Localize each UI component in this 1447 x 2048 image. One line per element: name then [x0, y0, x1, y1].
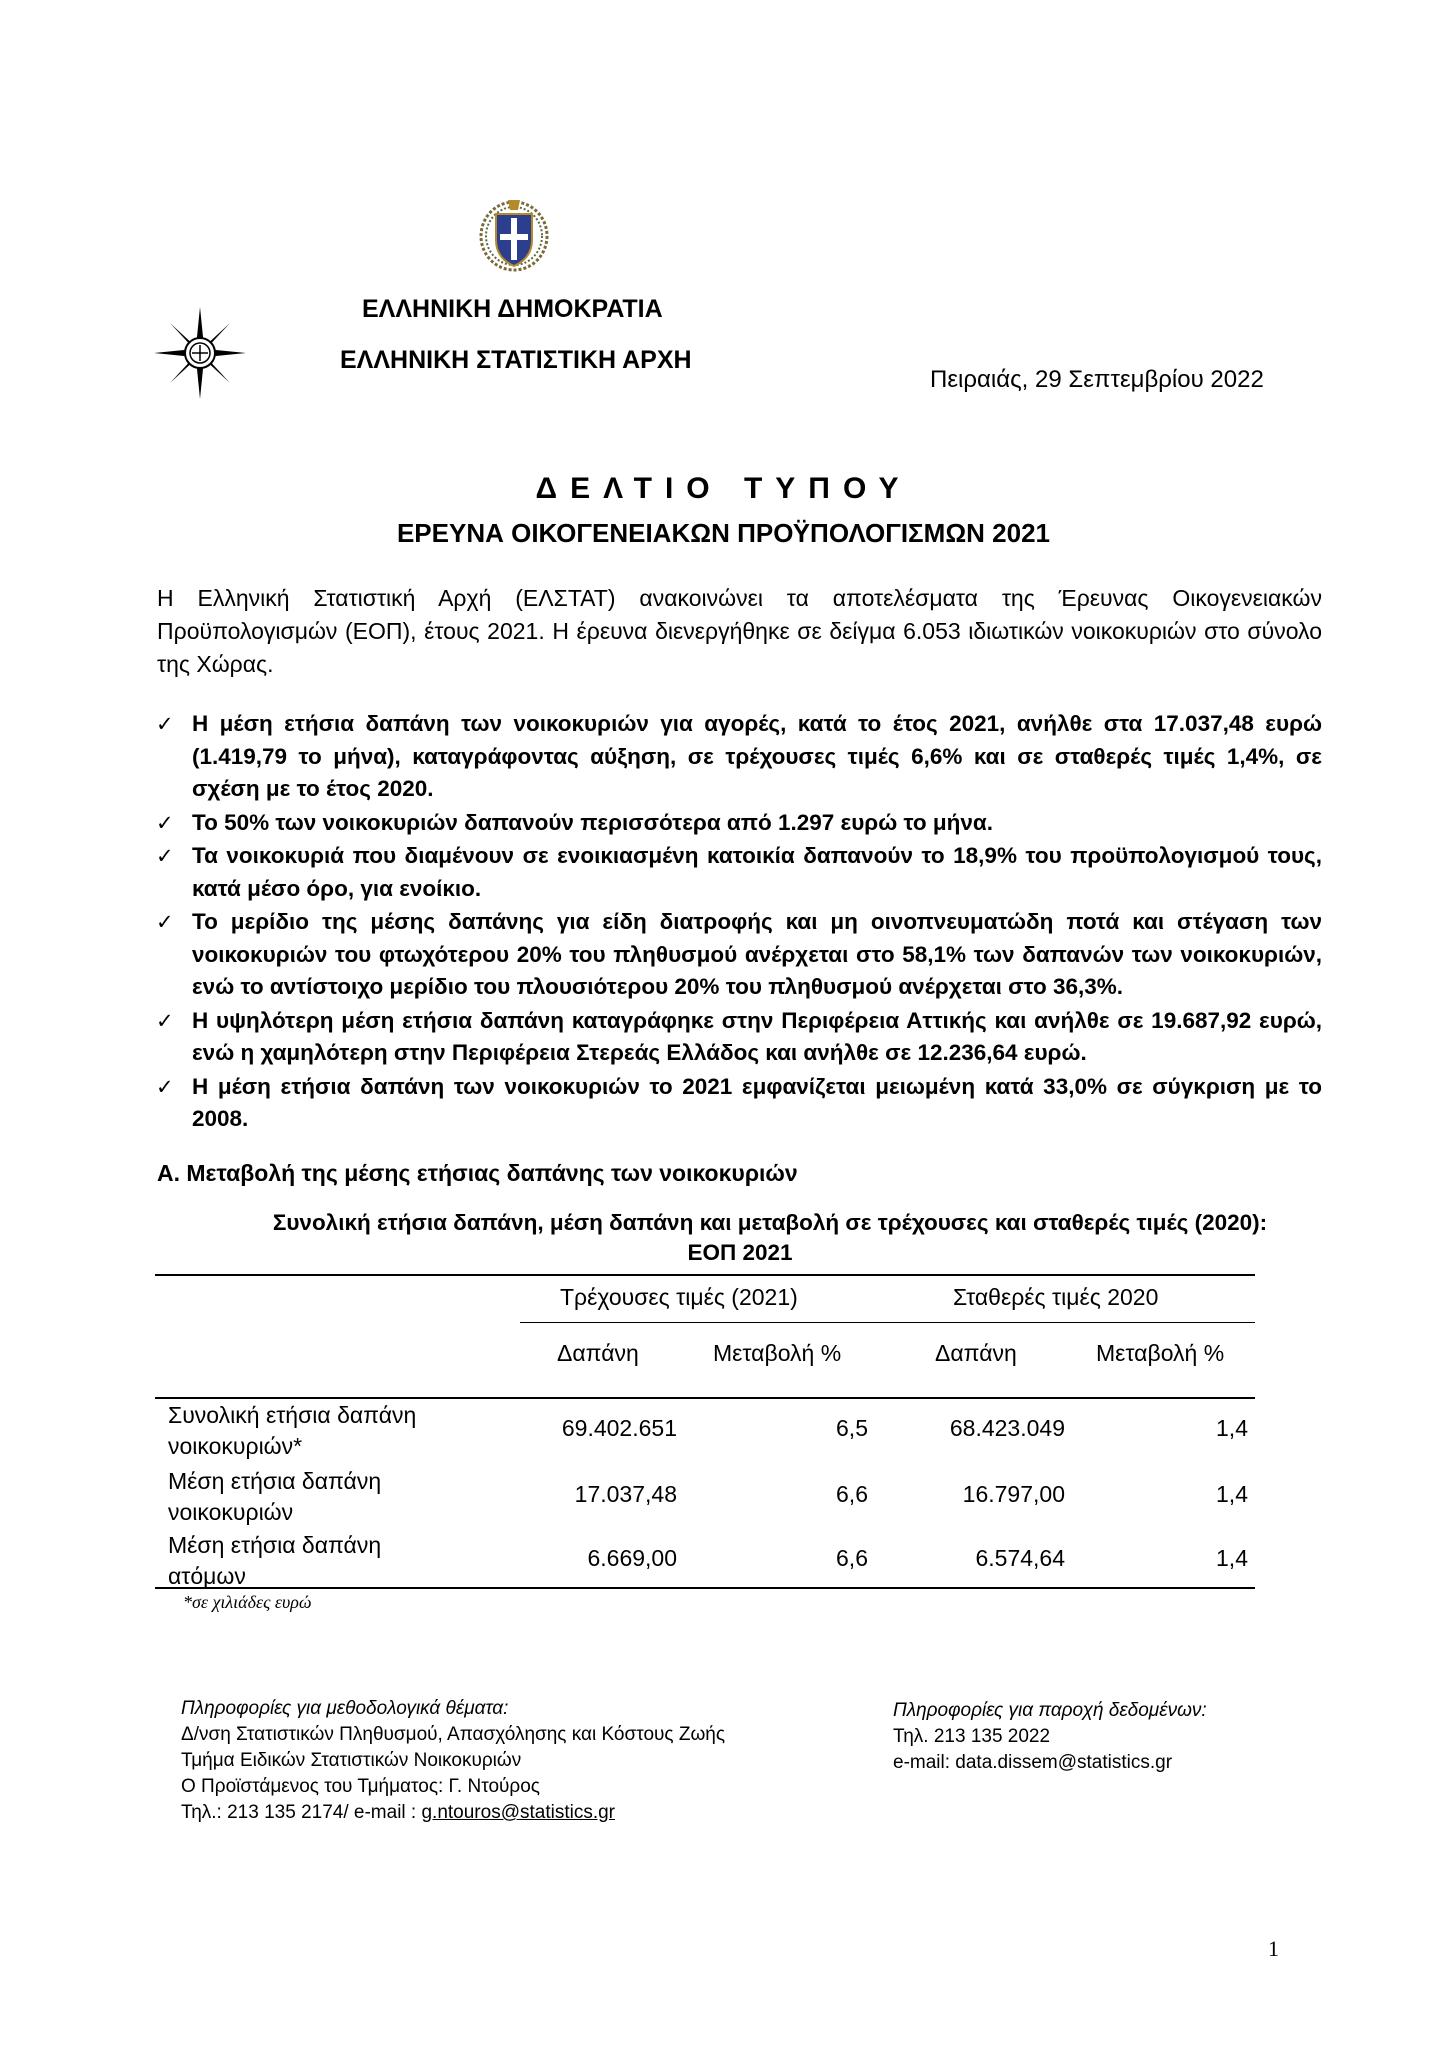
- table-cell: 17.037,48: [574, 1481, 677, 1507]
- table-row-label: Μέση ετήσια δαπάνη ατόμων: [168, 1532, 382, 1589]
- table-cell: 68.423.049: [949, 1415, 1065, 1441]
- table-group-rule: [520, 1322, 1255, 1323]
- table-cell: 69.402.651: [561, 1415, 677, 1441]
- section-heading-a: Α. Μεταβολή της μέσης ετήσιας δαπάνης των νοικοκυριών: [157, 1160, 798, 1186]
- table-cell: 6.669,00: [587, 1545, 677, 1571]
- checkmark-icon: ✓: [156, 844, 174, 868]
- table-cell: 6,5: [836, 1415, 868, 1441]
- email-link[interactable]: g.ntouros@statistics.gr: [421, 1802, 615, 1823]
- table-group-current-prices: Τρέχουσες τιμές (2021): [560, 1284, 798, 1310]
- table-cell: 16.797,00: [962, 1481, 1065, 1507]
- list-item: ✓ Το 50% των νοικοκυριών δαπανούν περισσότερα από 1.297 ευρώ το μήνα.: [152, 807, 1322, 840]
- table-row-label: Μέση ετήσια δαπάνη νοικοκυριών: [168, 1468, 382, 1525]
- table-header-change: Μεταβολή %: [1096, 1340, 1225, 1366]
- checkmark-icon: ✓: [156, 1008, 174, 1033]
- table-cell: 6,6: [836, 1545, 868, 1571]
- press-release-title: ΔΕΛΤΙΟ ΤΥΠΟΥ: [535, 472, 912, 505]
- data-contact-heading: Πληροφορίες για παροχή δεδομένων:: [893, 1700, 1207, 1721]
- table-caption-sub: ΕΟΠ 2021: [687, 1240, 793, 1265]
- checkmark-icon: ✓: [156, 910, 174, 934]
- intro-paragraph: Η Ελληνική Στατιστική Αρχή (ΕΛΣΤΑΤ) ανακοινώνει τα αποτελέσματα της Έρευνας Οικογενειακών Προϋπολογισμών (ΕΟΠ), έτους 2021. Η έρευνα διενεργήθηκε σε δείγμα 6.053 ιδιωτικών νοικοκυριών στο σύνολο της Χώρας.: [157, 585, 1322, 677]
- table-group-constant-prices: Σταθερές τιμές 2020: [953, 1284, 1159, 1310]
- data-provision-contact: Πληροφορίες για παροχή δεδομένων: Τηλ. 213 135 2022 e-mail: data.dissem@statistics.gr: [893, 1698, 1207, 1776]
- table-cell: 1,4: [1216, 1481, 1248, 1507]
- table-footnote: *σε χιλιάδες ευρώ: [183, 1592, 312, 1612]
- table-row-label: Συνολική ετήσια δαπάνη νοικοκυριών*: [168, 1402, 417, 1459]
- methodology-contact: Πληροφορίες για μεθοδολογικά θέματα: Δ/νση Στατιστικών Πληθυσμού, Απασχόλησης και Κόστους Ζωής Τμήμα Ειδικών Στατιστικών Νοικοκυριών Ο Προϊστάμενος του Τμήματος: Γ. Ντούρος Τηλ.: 213 135 2174/ e-mail : g.ntouros@statistics.gr: [181, 1698, 726, 1823]
- checkmark-icon: ✓: [156, 810, 174, 835]
- table-cell: 1,4: [1216, 1415, 1248, 1441]
- greek-emblem-icon: [478, 196, 550, 272]
- data-email: e-mail: data.dissem@statistics.gr: [893, 1752, 1173, 1773]
- page-number: 1: [1268, 1936, 1279, 1961]
- survey-title: ΕΡΕΥΝΑ ΟΙΚΟΓΕΝΕΙΑΚΩΝ ΠΡΟΫΠΟΛΟΓΙΣΜΩΝ 2021: [396, 518, 1051, 548]
- table-top-rule: [155, 1274, 1255, 1276]
- table-caption: Συνολική ετήσια δαπάνη, μέση δαπάνη και μεταβολή σε τρέχουσες και σταθερές τιμές (2020):: [272, 1210, 1268, 1235]
- list-item: ✓ Το μερίδιο της μέσης δαπάνης για είδη διατροφής και μη οινοπνευματώδη ποτά και στέγαση των νοικοκυριών του φτωχότερου 20% του πληθυσμού ανέρχεται στο 58,1% των δαπανών των νοικοκυριών, ενώ το αντίστοιχο μερίδιο του πλουσιότερου 20% του πληθυσμού ανέρχεται στο 36,3%.: [152, 906, 1322, 1004]
- org-name-republic: ΕΛΛΗΝΙΚΗ ΔΗΜΟΚΡΑΤΙΑ: [362, 295, 663, 323]
- methodology-contact-heading: Πληροφορίες για μεθοδολογικά θέματα:: [181, 1698, 509, 1719]
- org-name-elstat: ΕΛΛΗΝΙΚΗ ΣΤΑΤΙΣΤΙΚΗ ΑΡΧΗ: [340, 346, 692, 374]
- table-cell: 1,4: [1216, 1545, 1248, 1571]
- table-header-rule: [155, 1397, 1255, 1399]
- table-cell: 6,6: [836, 1481, 868, 1507]
- list-item: ✓ Τα νοικοκυριά που διαμένουν σε ενοικιασμένη κατοικία δαπανούν το 18,9% του προϋπολογισμού τους, κατά μέσο όρο, για ενοίκιο.: [152, 840, 1322, 905]
- table-header-spend: Δαπάνη: [557, 1340, 639, 1366]
- table-header-change: Μεταβολή %: [713, 1340, 842, 1366]
- table-header-spend: Δαπάνη: [935, 1340, 1017, 1366]
- elstat-compass-logo: [152, 305, 248, 401]
- list-item: ✓ Η μέση ετήσια δαπάνη των νοικοκυριών το 2021 εμφανίζεται μειωμένη κατά 33,0% σε σύγκριση με το 2008.: [152, 1071, 1322, 1136]
- key-findings-list: [152, 708, 1322, 1137]
- list-item: ✓ Η μέση ετήσια δαπάνη των νοικοκυριών για αγορές, κατά το έτος 2021, ανήλθε στα 17.037,48 ευρώ (1.419,79 το μήνα), καταγράφοντας αύξηση, σε τρέχουσες τιμές 6,6% και σε σταθερές τιμές 1,4%, σε σχέση με το έτος 2020.: [152, 708, 1322, 806]
- checkmark-icon: ✓: [156, 712, 174, 736]
- release-date: Πειραιάς, 29 Σεπτεμβρίου 2022: [930, 366, 1264, 393]
- checkmark-icon: ✓: [156, 1074, 174, 1099]
- table-cell: 6.574,64: [975, 1545, 1065, 1571]
- list-item: ✓ Η υψηλότερη μέση ετήσια δαπάνη καταγράφηκε στην Περιφέρεια Αττικής και ανήλθε σε 19.687,92 ευρώ, ενώ η χαμηλότερη στην Περιφέρεια Στερεάς Ελλάδος και ανήλθε σε 12.236,64 ευρώ.: [152, 1005, 1322, 1070]
